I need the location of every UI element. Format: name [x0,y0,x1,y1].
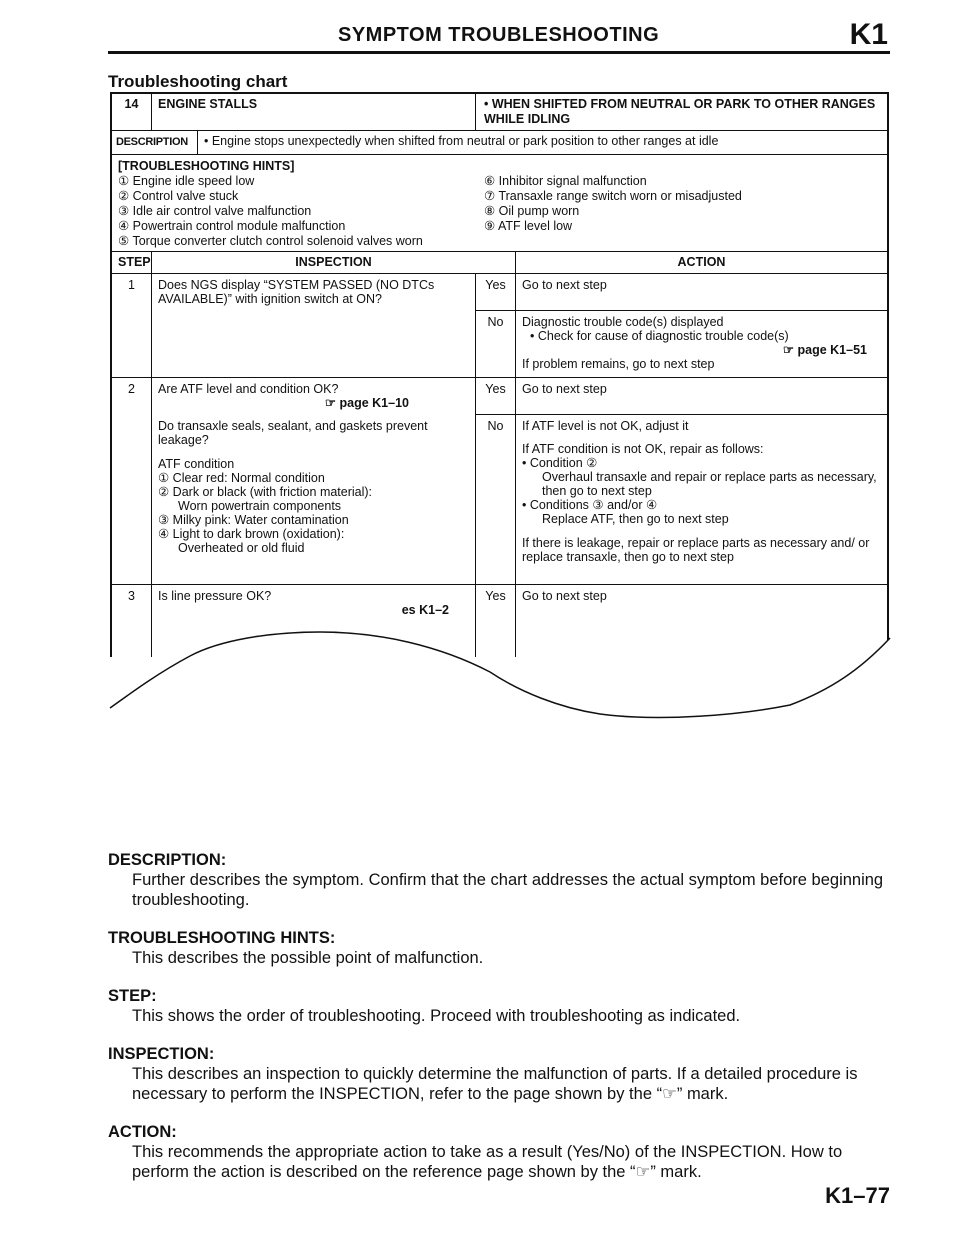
step-number: 3 [112,585,152,657]
yes-action: Go to next step [516,378,887,415]
col-step-header: STEP [112,252,152,273]
note-item [108,1044,898,1104]
note-heading: ACTION: [108,1123,177,1141]
yes-action: Go to next step [516,274,887,311]
atf-item: Overheated or old fluid [178,541,305,555]
step-inspection [152,378,476,584]
inspection-line: Do transaxle seals, sealant, and gaskets prevent leakage? [158,419,428,447]
note-body: This describes the possible point of malfunction. [132,949,484,967]
action-line: • Conditions ③ and/or ④ [522,498,658,512]
yes-label: Yes [476,378,515,415]
troubleshooting-chart [110,92,889,657]
yes-label: Yes [476,274,515,311]
no-label: No [487,315,504,329]
step-number: 2 [112,378,152,584]
torn-edge [100,610,900,730]
chart-number: 14 [112,94,152,130]
col-action-header: ACTION [677,255,726,269]
action-line: If there is leakage, repair or replace parts as necessary and/ or replace transaxle, then go to next step [522,536,870,564]
chart-condition: • WHEN SHIFTED FROM NEUTRAL OR PARK TO OTHER RANGES WHILE IDLING [484,97,876,126]
table-header-row [112,252,887,274]
page-reference: ☞ page K1–51 [782,343,867,357]
step-row-1 [112,274,887,378]
header-rule [108,51,890,54]
hints-left-list [118,174,484,249]
description-label: DESCRIPTION [112,131,198,154]
action-line: • Check for cause of diagnostic trouble code(s) [530,329,789,343]
atf-item: ② Dark or black (with friction material): [158,485,373,499]
action-line: If ATF level is not OK, adjust it [522,419,689,433]
step-row-2 [112,378,887,585]
hint-item: ⑤ Torque converter clutch control solenoid valves worn [118,234,423,248]
hints-title: [TROUBLESHOOTING HINTS] [118,159,295,173]
action-line: If ATF condition is not OK, repair as follows: [522,442,764,456]
hint-item: ⑨ ATF level low [484,219,573,233]
no-label: No [487,419,504,433]
hints-right-list [484,174,881,249]
note-item [108,1122,898,1182]
hint-item: ⑥ Inhibitor signal malfunction [484,174,647,188]
yes-label: Yes [485,589,506,603]
atf-item: ① Clear red: Normal condition [158,471,325,485]
action-line: Overhaul transaxle and repair or replace parts as necessary, then go to next step [542,470,877,498]
step-number: 1 [112,274,152,377]
step-inspection: Does NGS display “SYSTEM PASSED (NO DTCs AVAILABLE)” with ignition switch at ON? [152,274,476,377]
page-header [108,18,888,54]
hint-item: ④ Powertrain control module malfunction [118,219,346,233]
note-item [108,850,898,910]
inspection-line: Is line pressure OK? [158,589,272,603]
hint-item: ② Control valve stuck [118,189,239,203]
col-inspection-header: INSPECTION [152,252,516,273]
action-line: Diagnostic trouble code(s) displayed [522,315,724,329]
note-heading: DESCRIPTION: [108,851,227,869]
note-body: Further describes the symptom. Confirm that the chart addresses the actual symptom before beginning troubleshooting. [132,871,884,909]
page-number: K1–77 [825,1183,890,1208]
note-item [108,986,898,1026]
atf-title: ATF condition [158,457,235,471]
page-reference: ☞ page K1–10 [324,396,409,410]
note-body: This recommends the appropriate action to take as a result (Yes/No) of the INSPECTION. How to perform the action is described on the reference page shown by the “☞” mark. [132,1143,843,1181]
note-heading: STEP: [108,987,157,1005]
legend-notes [108,850,898,1200]
no-action [516,415,887,584]
note-heading: TROUBLESHOOTING HINTS: [108,929,336,947]
note-body: This shows the order of troubleshooting. Proceed with troubleshooting as indicated. [132,1007,741,1025]
description-row [112,131,887,155]
hint-item: ③ Idle air control valve malfunction [118,204,312,218]
chart-title-row [112,94,887,131]
inspection-line: Are ATF level and condition OK? [158,382,339,396]
description-text: • Engine stops unexpectedly when shifted from neutral or park position to other ranges at idle [204,134,719,148]
section-code: K1 [849,18,888,51]
atf-item: ④ Light to dark brown (oxidation): [158,527,345,541]
section-title: Troubleshooting chart [108,72,288,91]
no-action [516,311,887,377]
hints-block [112,155,887,252]
note-heading: INSPECTION: [108,1045,215,1063]
yes-action: Go to next step [522,589,607,603]
action-line: • Condition ② [522,456,598,470]
hint-item: ① Engine idle speed low [118,174,255,188]
atf-item: Worn powertrain components [178,499,342,513]
action-line: If problem remains, go to next step [522,357,715,371]
page-title: SYMPTOM TROUBLESHOOTING [338,24,660,46]
note-body: This describes an inspection to quickly determine the malfunction of parts. If a detailed procedure is necessary to perform the INSPECTION, refer to the page shown by the “☞” mark. [132,1065,858,1103]
hint-item: ⑦ Transaxle range switch worn or misadjusted [484,189,742,203]
note-item [108,928,898,968]
hint-item: ⑧ Oil pump worn [484,204,580,218]
action-line: Replace ATF, then go to next step [542,512,729,526]
atf-item: ③ Milky pink: Water contamination [158,513,349,527]
chart-symptom: ENGINE STALLS [152,94,476,130]
page-reference: es K1–2 [401,603,449,617]
